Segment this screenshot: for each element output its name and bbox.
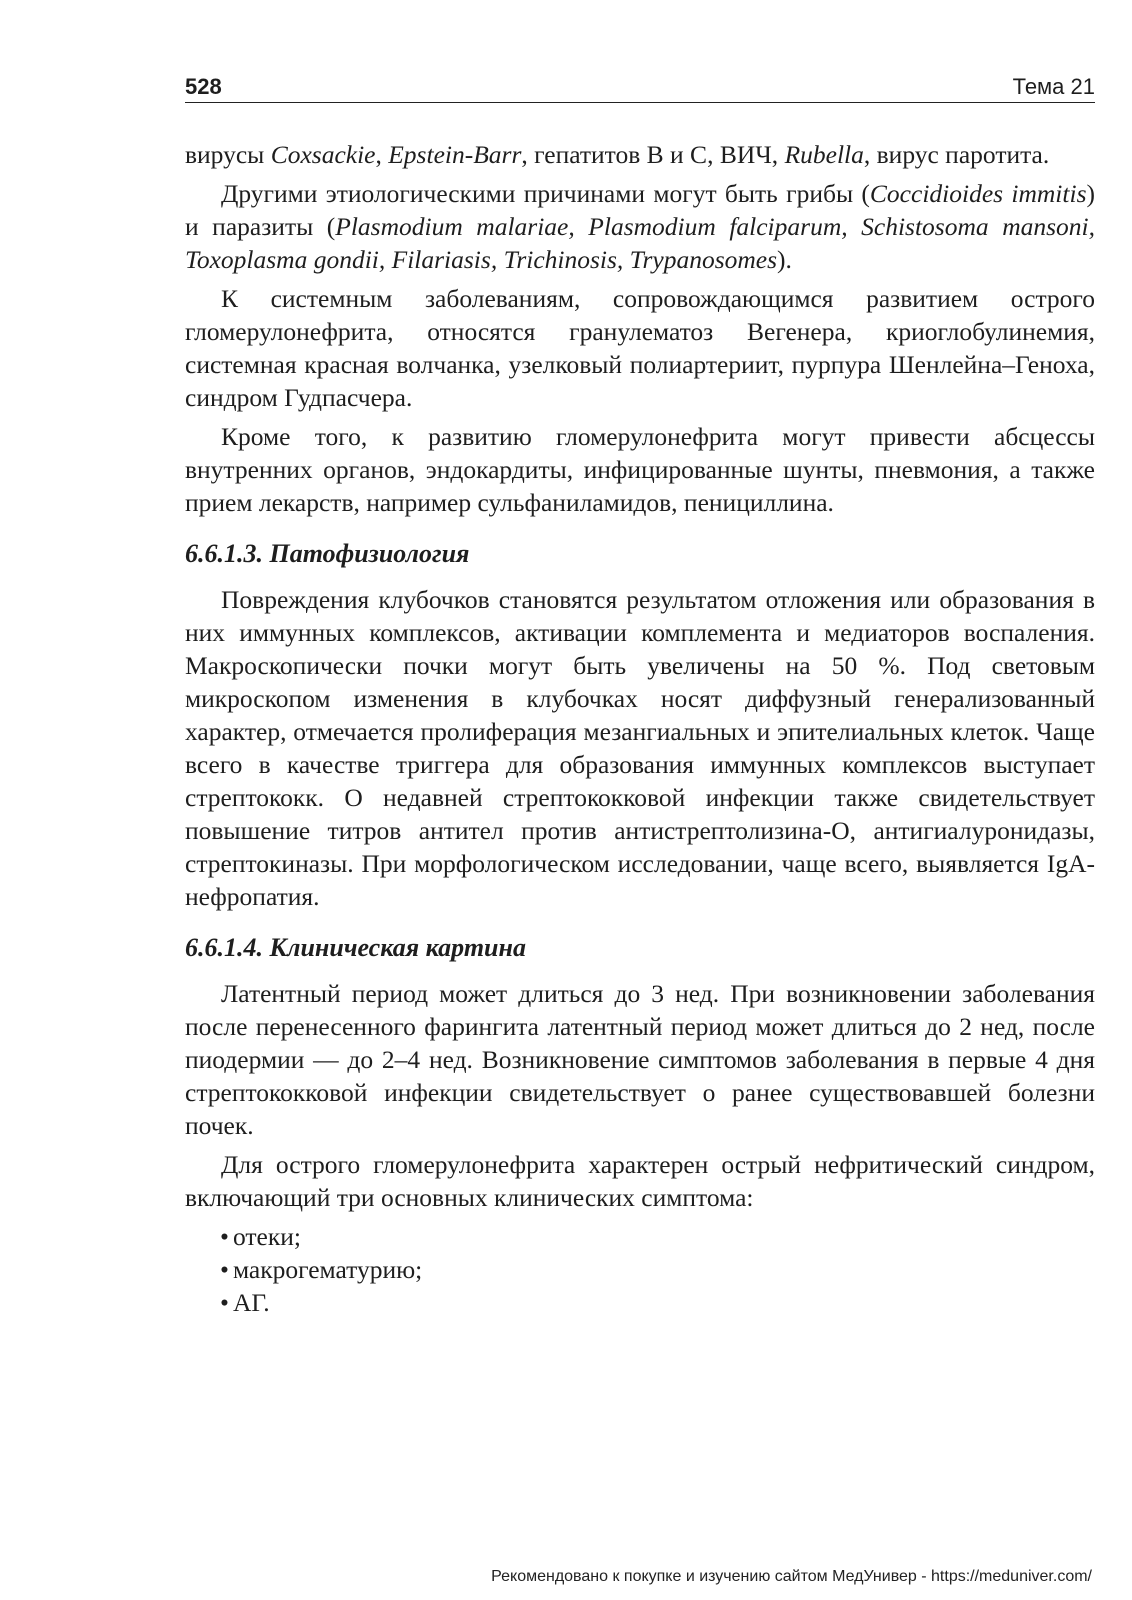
section-heading-clinical-picture: 6.6.1.4. Клиническая картина [185, 933, 526, 962]
italic-term: Rubella [784, 140, 864, 169]
text-span: вирусы [185, 140, 271, 169]
header-rule [185, 102, 1095, 103]
paragraph-viruses [185, 138, 1095, 171]
text-span: ). [777, 245, 792, 274]
italic-term: Coccidioides immitis [869, 179, 1087, 208]
page-content [185, 138, 1095, 1319]
text-span: Другими этиологическими причинами могут быть грибы ( [221, 179, 870, 208]
section-heading-pathophysiology: 6.6.1.3. Патофизиология [185, 539, 470, 568]
text-span: , гепатитов B и C, ВИЧ, [521, 140, 785, 169]
footer-link[interactable]: Рекомендовано к покупке и изучению сайтом МедУнивер - https://meduniver.com/ [491, 1568, 1092, 1585]
list-item: • макрогематурию; [220, 1253, 1095, 1286]
paragraph-latent-period: Латентный период может длиться до 3 нед. При возникновении заболевания после перенесенного фарингита латентный период может длиться до 2 нед, после пиодермии — до 2–4 нед. Возникновение симптомов заболевания в первые 4 дня стрептококковой инфекции свидетельствует о ранее существовавшей болезни почек. [185, 979, 1095, 1140]
paragraph-nephritic-syndrome: Для острого гломерулонефрита характерен острый нефритический синдром, включающий три основных клинических симптома: [185, 1150, 1095, 1212]
paragraph-etiology [185, 177, 1095, 276]
italic-term: Coxsackie [270, 140, 376, 169]
page-header [185, 70, 1095, 106]
symptom-list [185, 1220, 1095, 1319]
paragraph-pathophysiology: Повреждения клубочков становятся результатом отложения или образования в них иммунных комплексов, активации комплемента и медиаторов воспаления. Макроскопически почки могут быть увеличены на 50 %. Под световым микроскопом изменения в клубочках носят диффузный генерализованный характер, отмечается пролиферация мезангиальных и эпителиальных клеток. Чаще всего в качестве триггера для образования иммунных комплексов выступает стрептококк. О недавней стрептококковой инфекции также свидетельствует повышение титров антител против антистрептолизина-О, антигиалуронидазы, стрептокиназы. При морфологическом исследовании, чаще всего, выявляется IgA-нефропатия. [185, 585, 1095, 911]
italic-term: Plasmodium malariae, Plasmodium falciparum, Schistosoma mansoni, Toxoplasma gondii, Filariasis, Trichinosis, Trypanosomes [185, 212, 1095, 274]
list-item: • АГ. [220, 1286, 1095, 1319]
italic-term: Epstein-Barr [388, 140, 522, 169]
paragraph-systemic-diseases: К системным заболеваниям, сопровождающимся развитием острого гломерулонефрита, относятся гранулематоз Вегенера, криоглобулинемия, системная красная волчанка, узелковый полиартериит, пурпура Шенлейна–Геноха, синдром Гудпасчера. [185, 284, 1095, 412]
paragraph-other-causes: Кроме того, к развитию гломерулонефрита могут привести абсцессы внутренних органов, эндокардиты, инфицированные шунты, пневмония, а также прием лекарств, например сульфаниламидов, пенициллина. [185, 422, 1095, 517]
text-span: , вирус паротита. [863, 140, 1050, 169]
running-title: Тема 21 [1012, 74, 1095, 99]
text-span: , [375, 140, 389, 169]
page-number: 528 [185, 74, 222, 99]
text-span: ) и паразиты ( [185, 179, 1095, 241]
list-item: • отеки; [220, 1220, 1095, 1253]
